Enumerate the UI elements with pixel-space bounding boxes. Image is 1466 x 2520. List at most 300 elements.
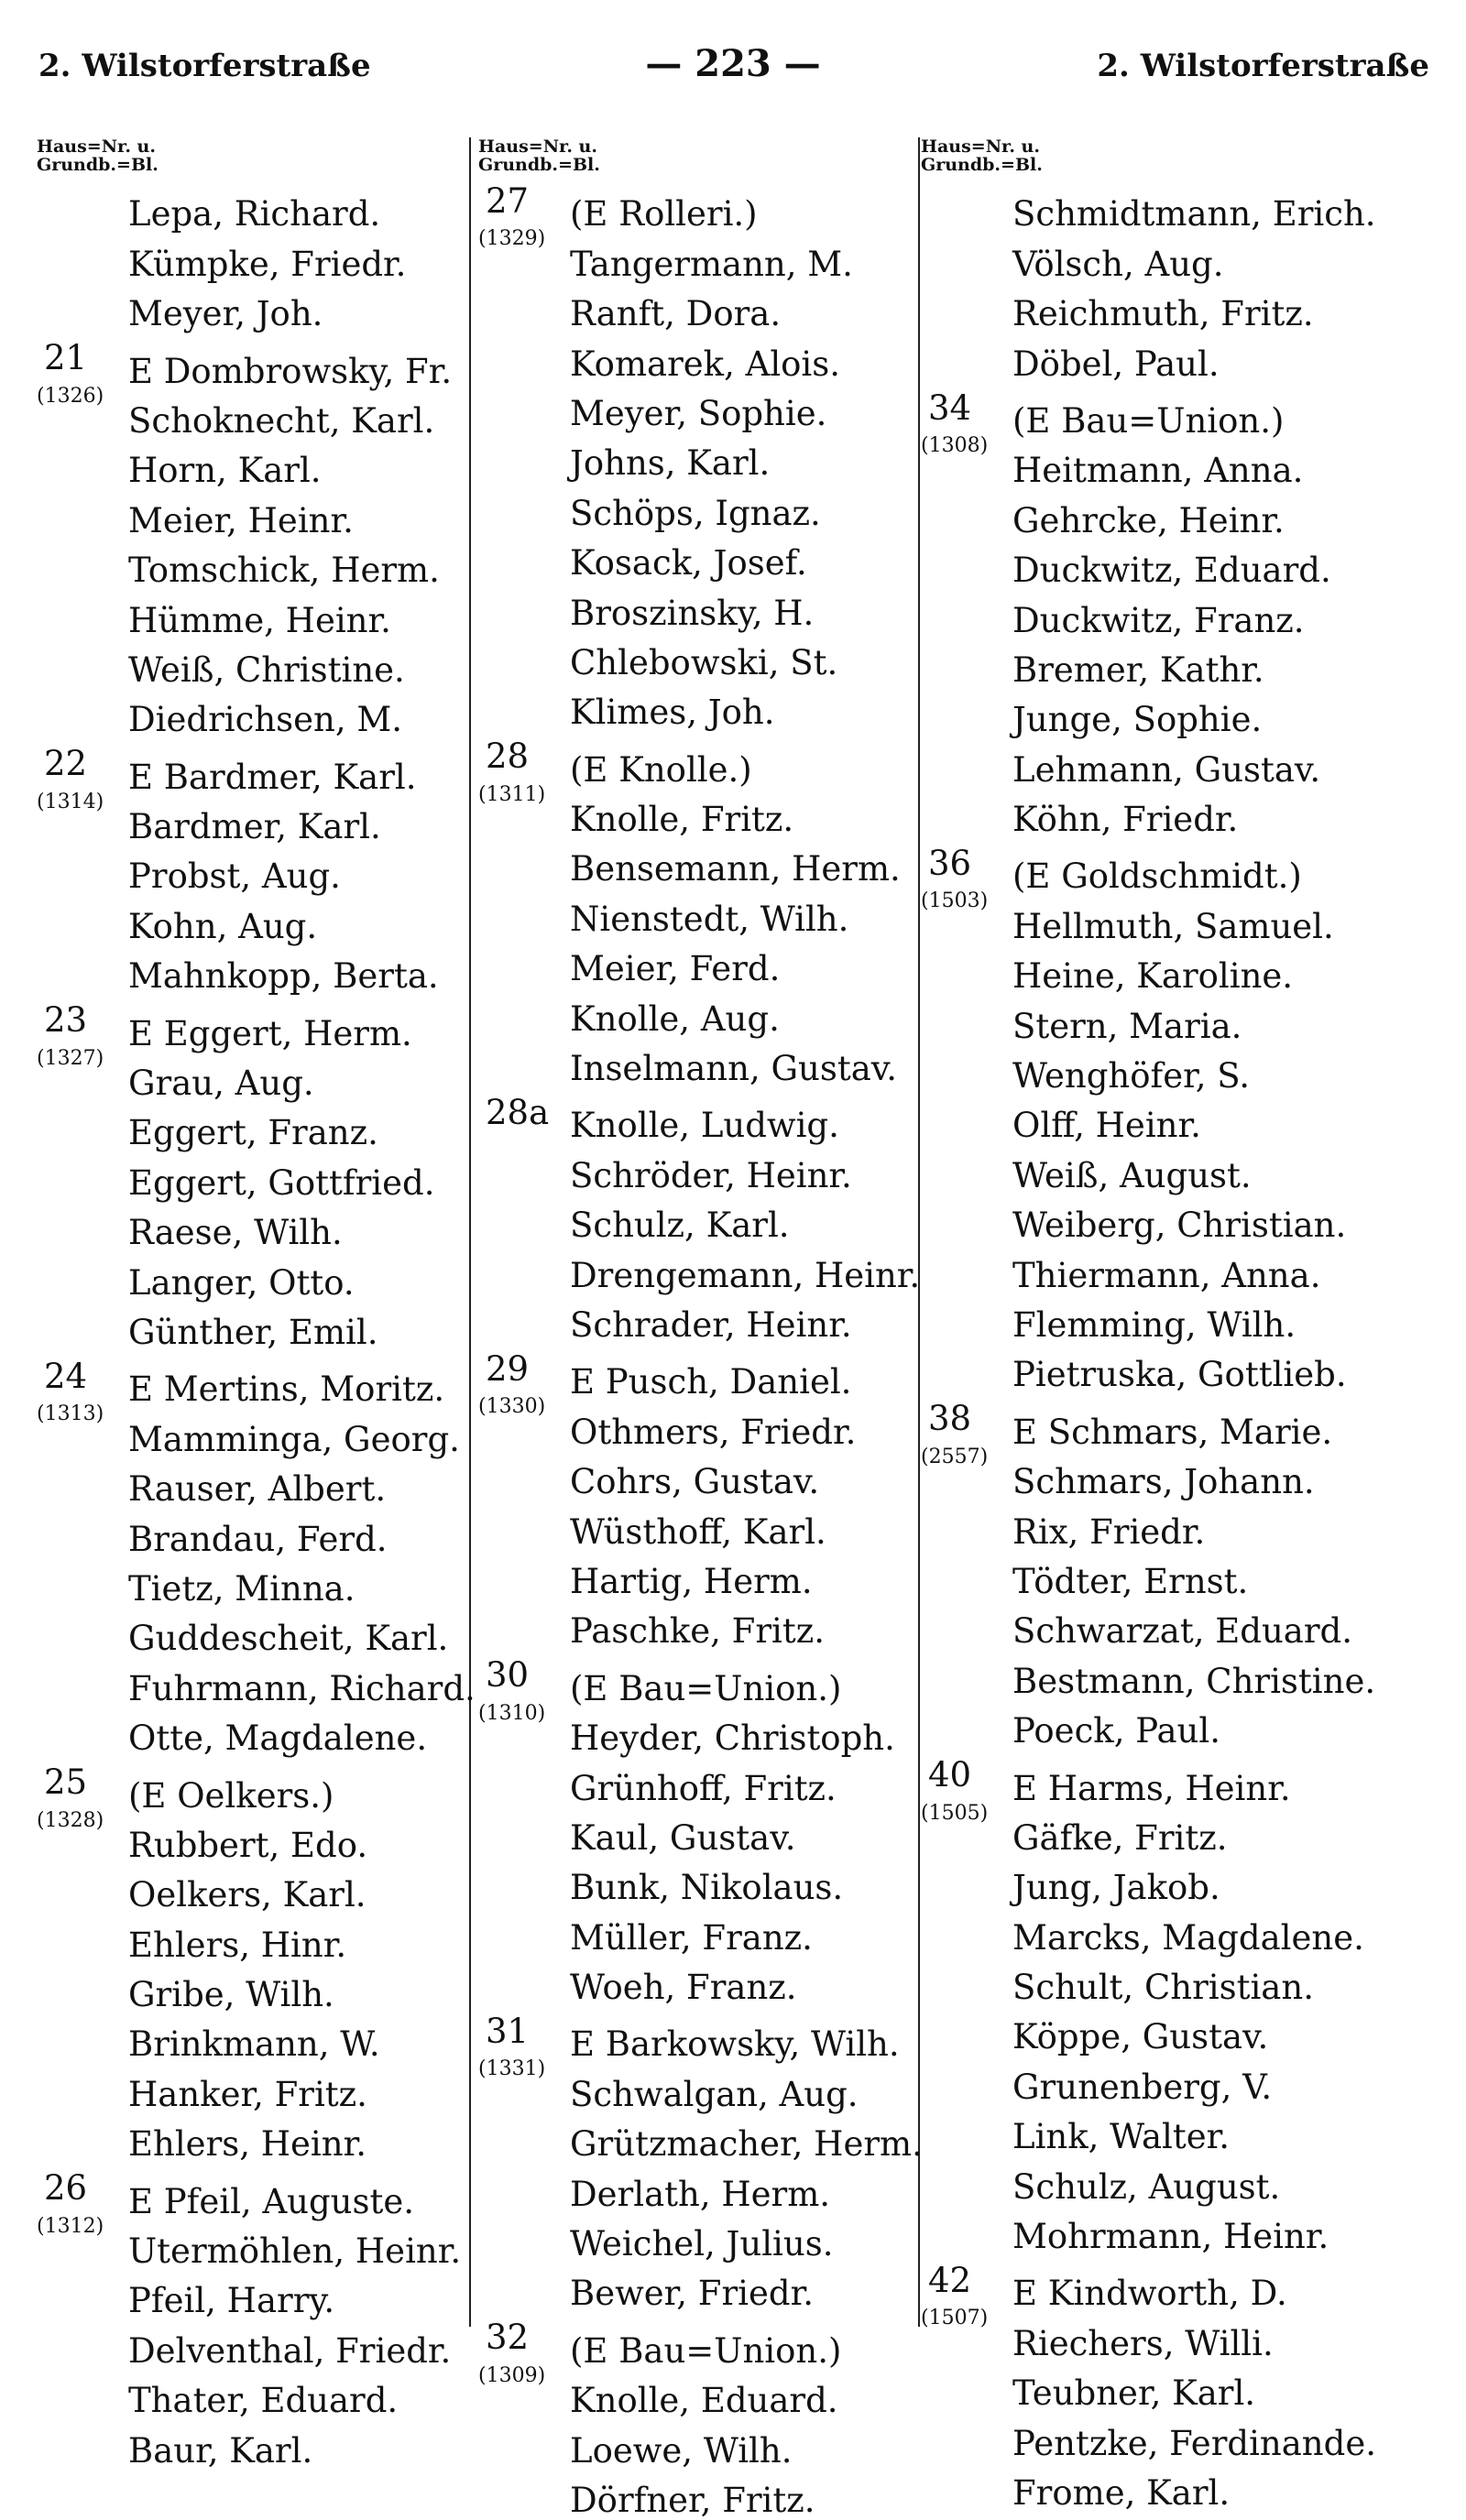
resident-name: Bunk, Nikolaus.	[570, 1868, 844, 1908]
resident-name: Thater, Eduard.	[128, 2381, 399, 2421]
number-gutter	[921, 987, 1012, 1037]
resident-line	[478, 176, 927, 235]
resident-name: Weiberg, Christian.	[1012, 1205, 1347, 1246]
resident-name: Othmers, Friedr.	[570, 1412, 857, 1452]
number-gutter	[921, 1949, 1012, 1999]
number-gutter	[921, 1849, 1012, 1899]
resident-name: Broszinsky, H.	[570, 593, 815, 633]
resident-name: Duckwitz, Eduard.	[1012, 551, 1331, 591]
resident-name: Tietz, Minna.	[128, 1568, 356, 1609]
column-3	[921, 137, 1434, 2512]
number-gutter	[37, 432, 128, 482]
resident-name: Meier, Heinr.	[128, 500, 354, 540]
resident-name: Hanker, Fritz.	[128, 2074, 367, 2114]
number-gutter	[921, 1899, 1012, 1948]
resident-name: E Mertins, Moritz.	[128, 1369, 445, 1410]
resident-name: Jung, Jakob.	[1012, 1868, 1220, 1908]
resident-name: Teubner, Karl.	[1012, 2373, 1256, 2414]
house-number: 28	[486, 736, 530, 777]
resident-name: Ranft, Dora.	[570, 294, 782, 334]
column-1	[37, 136, 476, 2471]
resident-name: Otte, Magdalene.	[128, 1718, 428, 1759]
house-number: 31	[486, 2012, 530, 2052]
resident-name: Eggert, Franz.	[128, 1113, 378, 1153]
resident-name: E Pfeil, Auguste.	[128, 2181, 415, 2221]
column-heading-line: Grundb.=Bl.	[921, 155, 1043, 175]
number-gutter	[478, 2255, 570, 2305]
land-register-number: (1312)	[37, 2214, 104, 2238]
number-gutter	[921, 1593, 1012, 1642]
resident-name: Reichmuth, Fritz.	[1012, 294, 1314, 334]
number-gutter	[37, 938, 128, 987]
land-register-number: (1505)	[921, 1801, 989, 1825]
number-gutter	[478, 376, 570, 425]
resident-name: Weichel, Julius.	[570, 2224, 834, 2264]
number-gutter	[478, 831, 570, 880]
number-gutter	[921, 1237, 1012, 1286]
number-gutter	[478, 574, 570, 624]
resident-name: Schoknecht, Karl.	[128, 400, 435, 441]
number-gutter	[478, 2155, 570, 2205]
resident-name: Mamminga, Georg.	[128, 1419, 460, 1459]
number-gutter	[478, 1899, 570, 1948]
number-gutter	[478, 176, 570, 225]
house-number: 32	[486, 2318, 530, 2358]
number-gutter	[37, 1807, 128, 1857]
number-gutter	[921, 582, 1012, 631]
column-heading-line: Haus=Nr. u.	[478, 136, 597, 157]
resident-name: Knolle, Eduard.	[570, 2381, 838, 2421]
number-gutter	[478, 1393, 570, 1443]
house-number: 29	[486, 1348, 530, 1389]
number-gutter	[37, 582, 128, 631]
resident-name: Inselmann, Gustav.	[570, 1049, 898, 1089]
resident-name: Köppe, Gustav.	[1012, 2017, 1269, 2057]
house-entry	[921, 2255, 1434, 2512]
number-gutter	[37, 176, 128, 225]
resident-name: Döbel, Paul.	[1012, 344, 1220, 384]
resident-line	[921, 1393, 1434, 1452]
number-gutter	[921, 1750, 1012, 1799]
number-gutter	[37, 2163, 128, 2212]
resident-name: (E Oelkers.)	[128, 1775, 334, 1816]
number-gutter	[37, 1144, 128, 1194]
resident-name: Bardmer, Karl.	[128, 807, 381, 847]
number-gutter	[37, 888, 128, 937]
resident-name: Woeh, Franz.	[570, 1968, 797, 2008]
resident-name: Dörfner, Fritz.	[570, 2480, 815, 2520]
resident-line	[921, 2255, 1434, 2314]
number-gutter	[921, 532, 1012, 582]
resident-name: Utermöhlen, Heinr.	[128, 2231, 462, 2272]
resident-name: Weiß, August.	[1012, 1155, 1252, 1195]
number-gutter	[478, 1444, 570, 1493]
house-entry	[478, 1650, 927, 2006]
resident-name: Frome, Karl.	[1012, 2472, 1231, 2513]
number-gutter	[921, 1038, 1012, 1087]
number-gutter	[921, 383, 1012, 432]
number-gutter	[921, 2198, 1012, 2248]
number-gutter	[478, 425, 570, 475]
resident-name: Thiermann, Anna.	[1012, 1255, 1321, 1295]
resident-name: Brandau, Ferd.	[128, 1519, 388, 1559]
number-gutter	[37, 1650, 128, 1699]
house-number: 22	[44, 744, 88, 784]
number-gutter	[921, 176, 1012, 225]
number-gutter	[37, 1451, 128, 1500]
house-number: 34	[928, 387, 972, 428]
number-gutter	[478, 2206, 570, 2255]
number-gutter	[478, 1849, 570, 1899]
resident-name: Meyer, Joh.	[128, 294, 323, 334]
resident-name: (E Bau=Union.)	[570, 1668, 842, 1708]
column-heading	[921, 137, 1434, 174]
number-gutter	[478, 1544, 570, 1593]
land-register-number: (1308)	[921, 433, 989, 457]
resident-line	[921, 383, 1434, 441]
number-gutter	[37, 789, 128, 838]
land-register-number: (1503)	[921, 889, 989, 913]
house-number: 23	[44, 1000, 88, 1041]
number-gutter	[37, 1351, 128, 1401]
number-gutter	[37, 2106, 128, 2155]
house-entry	[921, 1393, 1434, 1750]
number-gutter	[37, 2213, 128, 2263]
number-gutter	[478, 2462, 570, 2512]
resident-name: Hartig, Herm.	[570, 1561, 813, 1601]
number-gutter	[37, 1857, 128, 1906]
resident-name: Mohrmann, Heinr.	[1012, 2217, 1329, 2257]
resident-line	[37, 176, 467, 235]
resident-name: Meyer, Sophie.	[570, 393, 827, 433]
resident-name: Heine, Karoline.	[1012, 956, 1294, 997]
land-register-number: (1330)	[478, 1395, 546, 1419]
column-heading-line: Grundb.=Bl.	[478, 155, 600, 175]
resident-name: Rix, Friedr.	[1012, 1511, 1206, 1552]
house-number: 40	[928, 1755, 972, 1795]
resident-name: (E Rolleri.)	[570, 194, 758, 235]
land-register-number: (2557)	[921, 1445, 989, 1468]
resident-name: Wenghöfer, S.	[1012, 1056, 1251, 1096]
land-register-number: (1326)	[37, 384, 104, 408]
number-gutter	[478, 1031, 570, 1080]
number-gutter	[921, 1444, 1012, 1493]
house-entry	[478, 2312, 927, 2519]
resident-name: Grunenberg, V.	[1012, 2067, 1273, 2107]
number-gutter	[921, 1187, 1012, 1237]
number-gutter	[478, 525, 570, 574]
number-gutter	[37, 682, 128, 731]
number-gutter	[478, 1087, 570, 1137]
house-number: 42	[928, 2261, 972, 2301]
number-gutter	[921, 838, 1012, 888]
column-heading-line: Haus=Nr. u.	[921, 136, 1040, 157]
number-gutter	[921, 2405, 1012, 2454]
resident-name: Bensemann, Herm.	[570, 849, 901, 889]
number-gutter	[37, 1244, 128, 1293]
resident-name: Schwarzat, Eduard.	[1012, 1611, 1352, 1652]
resident-name: Lepa, Richard.	[128, 194, 381, 235]
number-gutter	[921, 2048, 1012, 2098]
number-gutter	[37, 1500, 128, 1550]
house-entry	[478, 1344, 927, 1650]
land-register-number: (1310)	[478, 1701, 546, 1725]
number-gutter	[478, 674, 570, 724]
house-number: 38	[928, 1399, 972, 1439]
resident-line	[478, 1344, 927, 1402]
column-2	[478, 137, 927, 2519]
resident-name: (E Goldschmidt.)	[1012, 856, 1302, 897]
number-gutter	[478, 2412, 570, 2461]
number-gutter	[478, 325, 570, 375]
number-gutter	[921, 225, 1012, 275]
resident-name: Eggert, Gottfried.	[128, 1162, 435, 1203]
number-gutter	[37, 1045, 128, 1095]
resident-line	[37, 2163, 467, 2221]
number-gutter	[37, 532, 128, 582]
resident-name: Lehmann, Gustav.	[1012, 749, 1321, 790]
number-gutter	[921, 1693, 1012, 1742]
resident-name: Kümpke, Friedr.	[128, 244, 407, 284]
resident-name: E Barkowsky, Wilh.	[570, 2024, 900, 2065]
resident-name: Johns, Karl.	[570, 443, 771, 484]
number-gutter	[921, 682, 1012, 731]
number-gutter	[478, 225, 570, 275]
resident-name: Poeck, Paul.	[1012, 1711, 1220, 1751]
resident-name: Gribe, Wilh.	[128, 1975, 334, 2015]
resident-name: Horn, Karl.	[128, 451, 322, 491]
house-entry	[37, 995, 467, 1351]
resident-line	[921, 838, 1434, 897]
number-gutter	[37, 1757, 128, 1806]
resident-name: Grünhoff, Fritz.	[570, 1768, 837, 1808]
resident-name: Diedrichsen, M.	[128, 700, 403, 740]
resident-name: Rubbert, Edo.	[128, 1825, 368, 1865]
resident-name: Derlath, Herm.	[570, 2174, 831, 2214]
land-register-number: (1331)	[478, 2057, 546, 2081]
number-gutter	[921, 1087, 1012, 1137]
resident-line	[921, 1750, 1434, 1808]
resident-name: Günther, Emil.	[128, 1312, 378, 1352]
resident-name: Duckwitz, Franz.	[1012, 600, 1305, 640]
house-number: 30	[486, 1655, 530, 1696]
house-number: 25	[44, 1762, 88, 1803]
number-gutter	[478, 1187, 570, 1237]
number-gutter	[921, 1800, 1012, 1849]
number-gutter	[478, 1593, 570, 1642]
land-register-number: (1314)	[37, 790, 104, 813]
number-gutter	[37, 2056, 128, 2105]
house-number: 21	[44, 338, 88, 378]
house-entry	[478, 2006, 927, 2312]
number-gutter	[921, 1642, 1012, 1692]
resident-name: Hellmuth, Samuel.	[1012, 906, 1334, 946]
resident-name: Schmidtmann, Erich.	[1012, 194, 1376, 235]
number-gutter	[478, 2006, 570, 2056]
resident-name: Heitmann, Anna.	[1012, 451, 1304, 491]
resident-name: (E Bau=Union.)	[570, 2330, 842, 2371]
resident-name: Link, Walter.	[1012, 2117, 1231, 2157]
house-entry	[37, 176, 467, 333]
resident-name: E Eggert, Herm.	[128, 1013, 412, 1053]
number-gutter	[37, 738, 128, 788]
resident-name: E Bardmer, Karl.	[128, 757, 417, 797]
number-gutter	[478, 1137, 570, 1186]
number-gutter	[37, 1551, 128, 1600]
house-entry	[478, 176, 927, 731]
resident-name: Kohn, Aug.	[128, 906, 318, 946]
number-gutter	[37, 838, 128, 888]
column-heading-line: Grundb.=Bl.	[37, 155, 159, 175]
number-gutter	[37, 1957, 128, 2006]
resident-name: Komarek, Alois.	[570, 344, 841, 384]
resident-name: E Harms, Heinr.	[1012, 1768, 1291, 1808]
number-gutter	[921, 2255, 1012, 2305]
resident-name: Völsch, Aug.	[1012, 244, 1224, 284]
resident-name: Schröder, Heinr.	[570, 1155, 852, 1195]
column-heading	[37, 137, 467, 174]
house-entry	[37, 333, 467, 738]
resident-name: Schmars, Johann.	[1012, 1462, 1315, 1502]
house-number: 27	[486, 181, 530, 221]
resident-name: Weiß, Christine.	[128, 649, 405, 690]
resident-name: Köhn, Friedr.	[1012, 800, 1239, 840]
resident-name: Gäfke, Fritz.	[1012, 1817, 1228, 1858]
house-number: 28a	[486, 1093, 550, 1133]
number-gutter	[478, 2056, 570, 2105]
street-header-right: 2. Wilstorferstraße	[1097, 48, 1429, 84]
number-gutter	[921, 1287, 1012, 1336]
resident-name: Schulz, Karl.	[570, 1205, 790, 1246]
land-register-number: (1311)	[478, 782, 546, 806]
land-register-number: (1328)	[37, 1808, 104, 1832]
resident-name: E Schmars, Marie.	[1012, 1412, 1333, 1452]
land-register-number: (1327)	[37, 1046, 104, 1070]
number-gutter	[37, 1294, 128, 1344]
resident-name: Oelkers, Karl.	[128, 1875, 366, 1915]
resident-name: Kaul, Gustav.	[570, 1817, 796, 1858]
number-gutter	[921, 731, 1012, 780]
resident-name: Müller, Franz.	[570, 1917, 813, 1958]
number-gutter	[478, 1700, 570, 1750]
number-gutter	[37, 1700, 128, 1750]
resident-line	[37, 1757, 467, 1816]
number-gutter	[37, 2362, 128, 2412]
house-entry	[921, 838, 1434, 1393]
resident-name: Bewer, Friedr.	[570, 2274, 814, 2314]
land-register-number: (1309)	[478, 2363, 546, 2387]
column-heading	[478, 137, 927, 174]
number-gutter	[921, 2099, 1012, 2148]
resident-name: E Dombrowsky, Fr.	[128, 351, 453, 391]
number-gutter	[478, 1650, 570, 1699]
number-gutter	[37, 2006, 128, 2056]
number-gutter	[921, 938, 1012, 987]
house-entry	[478, 731, 927, 1087]
number-gutter	[921, 2455, 1012, 2504]
resident-name: Tödter, Ernst.	[1012, 1561, 1249, 1601]
number-gutter	[921, 1493, 1012, 1543]
resident-name: E Pusch, Daniel.	[570, 1362, 852, 1402]
number-gutter	[921, 2305, 1012, 2354]
number-gutter	[37, 333, 128, 382]
resident-name: Schult, Christian.	[1012, 1968, 1314, 2008]
house-entry	[37, 2163, 467, 2469]
number-gutter	[921, 2148, 1012, 2198]
resident-name: Probst, Aug.	[128, 856, 341, 897]
resident-name: Tomschick, Herm.	[128, 551, 440, 591]
number-gutter	[478, 1493, 570, 1543]
resident-name: Stern, Maria.	[1012, 1006, 1242, 1046]
resident-name: Chlebowski, St.	[570, 642, 838, 682]
resident-name: Bestmann, Christine.	[1012, 1661, 1376, 1701]
number-gutter	[478, 731, 570, 780]
resident-name: Meier, Ferd.	[570, 949, 781, 989]
number-gutter	[37, 1906, 128, 1956]
number-gutter	[37, 276, 128, 325]
house-entry	[478, 1087, 927, 1344]
resident-name: Pfeil, Harry.	[128, 2281, 335, 2321]
number-gutter	[921, 432, 1012, 482]
resident-name: Klimes, Joh.	[570, 693, 775, 733]
number-gutter	[921, 1336, 1012, 1386]
number-gutter	[37, 1095, 128, 1144]
number-gutter	[921, 1137, 1012, 1186]
resident-name: Marcks, Magdalene.	[1012, 1917, 1364, 1958]
resident-line	[921, 176, 1434, 235]
resident-name: Langer, Otto.	[128, 1262, 355, 1303]
number-gutter	[478, 475, 570, 524]
resident-name: Junge, Sophie.	[1012, 700, 1263, 740]
column-heading-line: Haus=Nr. u.	[37, 136, 156, 157]
number-gutter	[37, 2312, 128, 2362]
resident-name: Loewe, Wilh.	[570, 2430, 793, 2471]
page-number: — 223 —	[645, 42, 821, 85]
number-gutter	[921, 1544, 1012, 1593]
resident-name: E Kindworth, D.	[1012, 2274, 1287, 2314]
number-gutter	[478, 781, 570, 831]
resident-name: Cohrs, Gustav.	[570, 1462, 820, 1502]
number-gutter	[921, 276, 1012, 325]
resident-line	[478, 731, 927, 790]
number-gutter	[478, 2312, 570, 2362]
number-gutter	[921, 325, 1012, 375]
house-number: 24	[44, 1356, 88, 1396]
resident-name: Schöps, Ignaz.	[570, 493, 821, 533]
resident-name: Knolle, Fritz.	[570, 800, 794, 840]
resident-line	[478, 1650, 927, 1708]
number-gutter	[478, 276, 570, 325]
number-gutter	[37, 1600, 128, 1650]
number-gutter	[478, 1949, 570, 1999]
resident-name: Schwalgan, Aug.	[570, 2074, 859, 2114]
number-gutter	[921, 888, 1012, 937]
resident-line	[37, 333, 467, 391]
number-gutter	[37, 2412, 128, 2461]
resident-name: Guddescheit, Karl.	[128, 1619, 449, 1659]
number-gutter	[478, 625, 570, 674]
resident-line	[37, 995, 467, 1053]
number-gutter	[37, 225, 128, 275]
land-register-number: (1313)	[37, 1402, 104, 1426]
number-gutter	[37, 2263, 128, 2312]
number-gutter	[921, 781, 1012, 831]
land-register-number: (1329)	[478, 227, 546, 251]
number-gutter	[478, 980, 570, 1030]
resident-name: Raese, Wilh.	[128, 1213, 343, 1253]
number-gutter	[37, 482, 128, 531]
resident-name: Kosack, Josef.	[570, 543, 807, 584]
